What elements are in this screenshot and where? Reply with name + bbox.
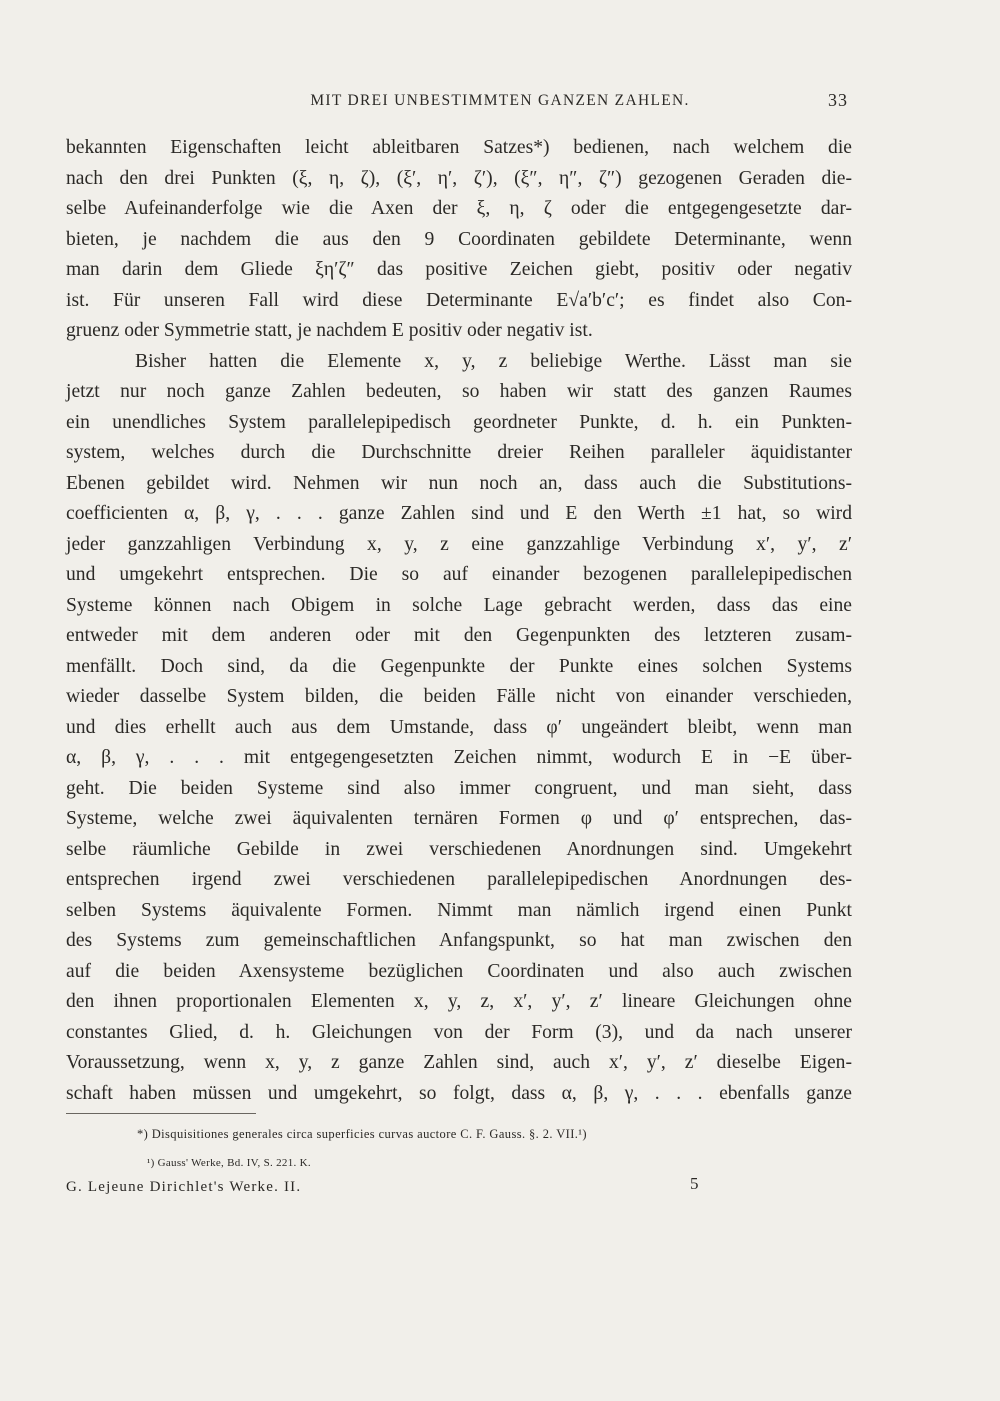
sheet-number: 5 [690,1174,699,1193]
text-line: entsprechen irgend zwei verschiedenen parallelepipedischen Anordnungen des- [66,869,852,890]
text-line: selben Systems äquivalente Formen. Nimmt man nämlich irgend einen Punkt [66,899,852,921]
text-line: bieten, je nachdem die aus den 9 Coordinaten gebildete Determinante, wenn [66,228,852,250]
text-line: gruenz oder Symmetrie statt, je nachdem E positiv oder negativ ist. [66,320,593,341]
body-text [66,133,852,1109]
running-head: MIT DREI UNBESTIMMTEN GANZEN ZAHLEN. [310,92,690,109]
text-line: den ihnen proportionalen Elementen x, y, z, x′, y′, z′ lineare Gleichungen ohne [66,991,852,1012]
text-line: jeder ganzzahligen Verbindung x, y, z eine ganzzahlige Verbindung x′, y′, z′ [66,533,852,555]
text-line: constantes Glied, d. h. Gleichungen von der Form (3), und da nach unserer [66,1021,852,1043]
text-line: selbe räumliche Gebilde in zwei verschiedenen Anordnungen sind. Umgekehrt [66,838,852,860]
text-line: auf die beiden Axensysteme bezüglichen Coordinaten und also auch zwischen [66,960,852,982]
text-line: man darin dem Gliede ξη′ζ″ das positive Zeichen giebt, positiv oder negativ [66,259,852,280]
footnote-divider [66,1113,256,1114]
text-line: Systeme, welche zwei äquivalenten ternären Formen φ und φ′ entsprechen, das- [66,808,852,829]
text-line: wieder dasselbe System bilden, die beiden Fälle nicht von einander verschieden, [66,686,852,707]
text-line: nach den drei Punkten (ξ, η, ζ), (ξ′, η′, ζ′), (ξ″, η″, ζ″) gezogenen Geraden die- [66,167,852,189]
text-line: geht. Die beiden Systeme sind also immer congruent, und man sieht, dass [66,777,852,799]
editor-footnote: ¹) Gauss' Werke, Bd. IV, S. 221. K. [147,1157,311,1169]
footnote: *) Disquisitiones generales circa superficies curvas auctore C. F. Gauss. §. 2. VII.¹) [137,1127,587,1141]
text-line: Systeme können nach Obigem in solche Lage gebracht werden, dass das eine [66,594,852,616]
text-line: selbe Aufeinanderfolge wie die Axen der ξ, η, ζ oder die entgegengesetzte dar- [66,198,852,219]
text-line: ist. Für unseren Fall wird diese Determinante E√a′b′c′; es findet also Con- [66,289,852,311]
text-line: und umgekehrt entsprechen. Die so auf einander bezogenen parallelepipedischen [66,564,852,585]
text-line: schaft haben müssen und umgekehrt, so folgt, dass α, β, γ, . . . ebenfalls ganze [66,1082,852,1104]
text-line: jetzt nur noch ganze Zahlen bedeuten, so haben wir statt des ganzen Raumes [66,381,852,402]
text-line: system, welches durch die Durchschnitte dreier Reihen paralleler äquidistanter [66,442,852,463]
text-line: menfällt. Doch sind, da die Gegenpunkte der Punkte eines solchen Systems [66,655,852,677]
text-line: des Systems zum gemeinschaftlichen Anfangspunkt, so hat man zwischen den [66,930,852,951]
text-line: coefficienten α, β, γ, . . . ganze Zahlen sind und E den Werth ±1 hat, so wird [66,503,852,524]
page-number: 33 [828,90,848,110]
text-line: entweder mit dem anderen oder mit den Gegenpunkten des letzteren zusam- [66,625,852,646]
text-line: bekannten Eigenschaften leicht ableitbaren Satzes*) bedienen, nach welchem die [66,137,852,158]
text-line: und dies erhellt auch aus dem Umstande, dass φ′ ungeändert bleibt, wenn man [66,716,852,738]
text-line: α, β, γ, . . . mit entgegengesetzten Zeichen nimmt, wodurch E in −E über- [66,747,852,768]
text-line: Voraussetzung, wenn x, y, z ganze Zahlen sind, auch x′, y′, z′ dieselbe Eigen- [66,1052,852,1073]
signature-line: G. Lejeune Dirichlet's Werke. II. [66,1179,302,1195]
text-line: Ebenen gebildet wird. Nehmen wir nun noch an, dass auch die Substitutions- [66,472,852,494]
text-line: Bisher hatten die Elemente x, y, z beliebige Werthe. Lässt man sie [135,350,852,372]
text-line: ein unendliches System parallelepipedisch geordneter Punkte, d. h. ein Punkten- [66,411,852,433]
